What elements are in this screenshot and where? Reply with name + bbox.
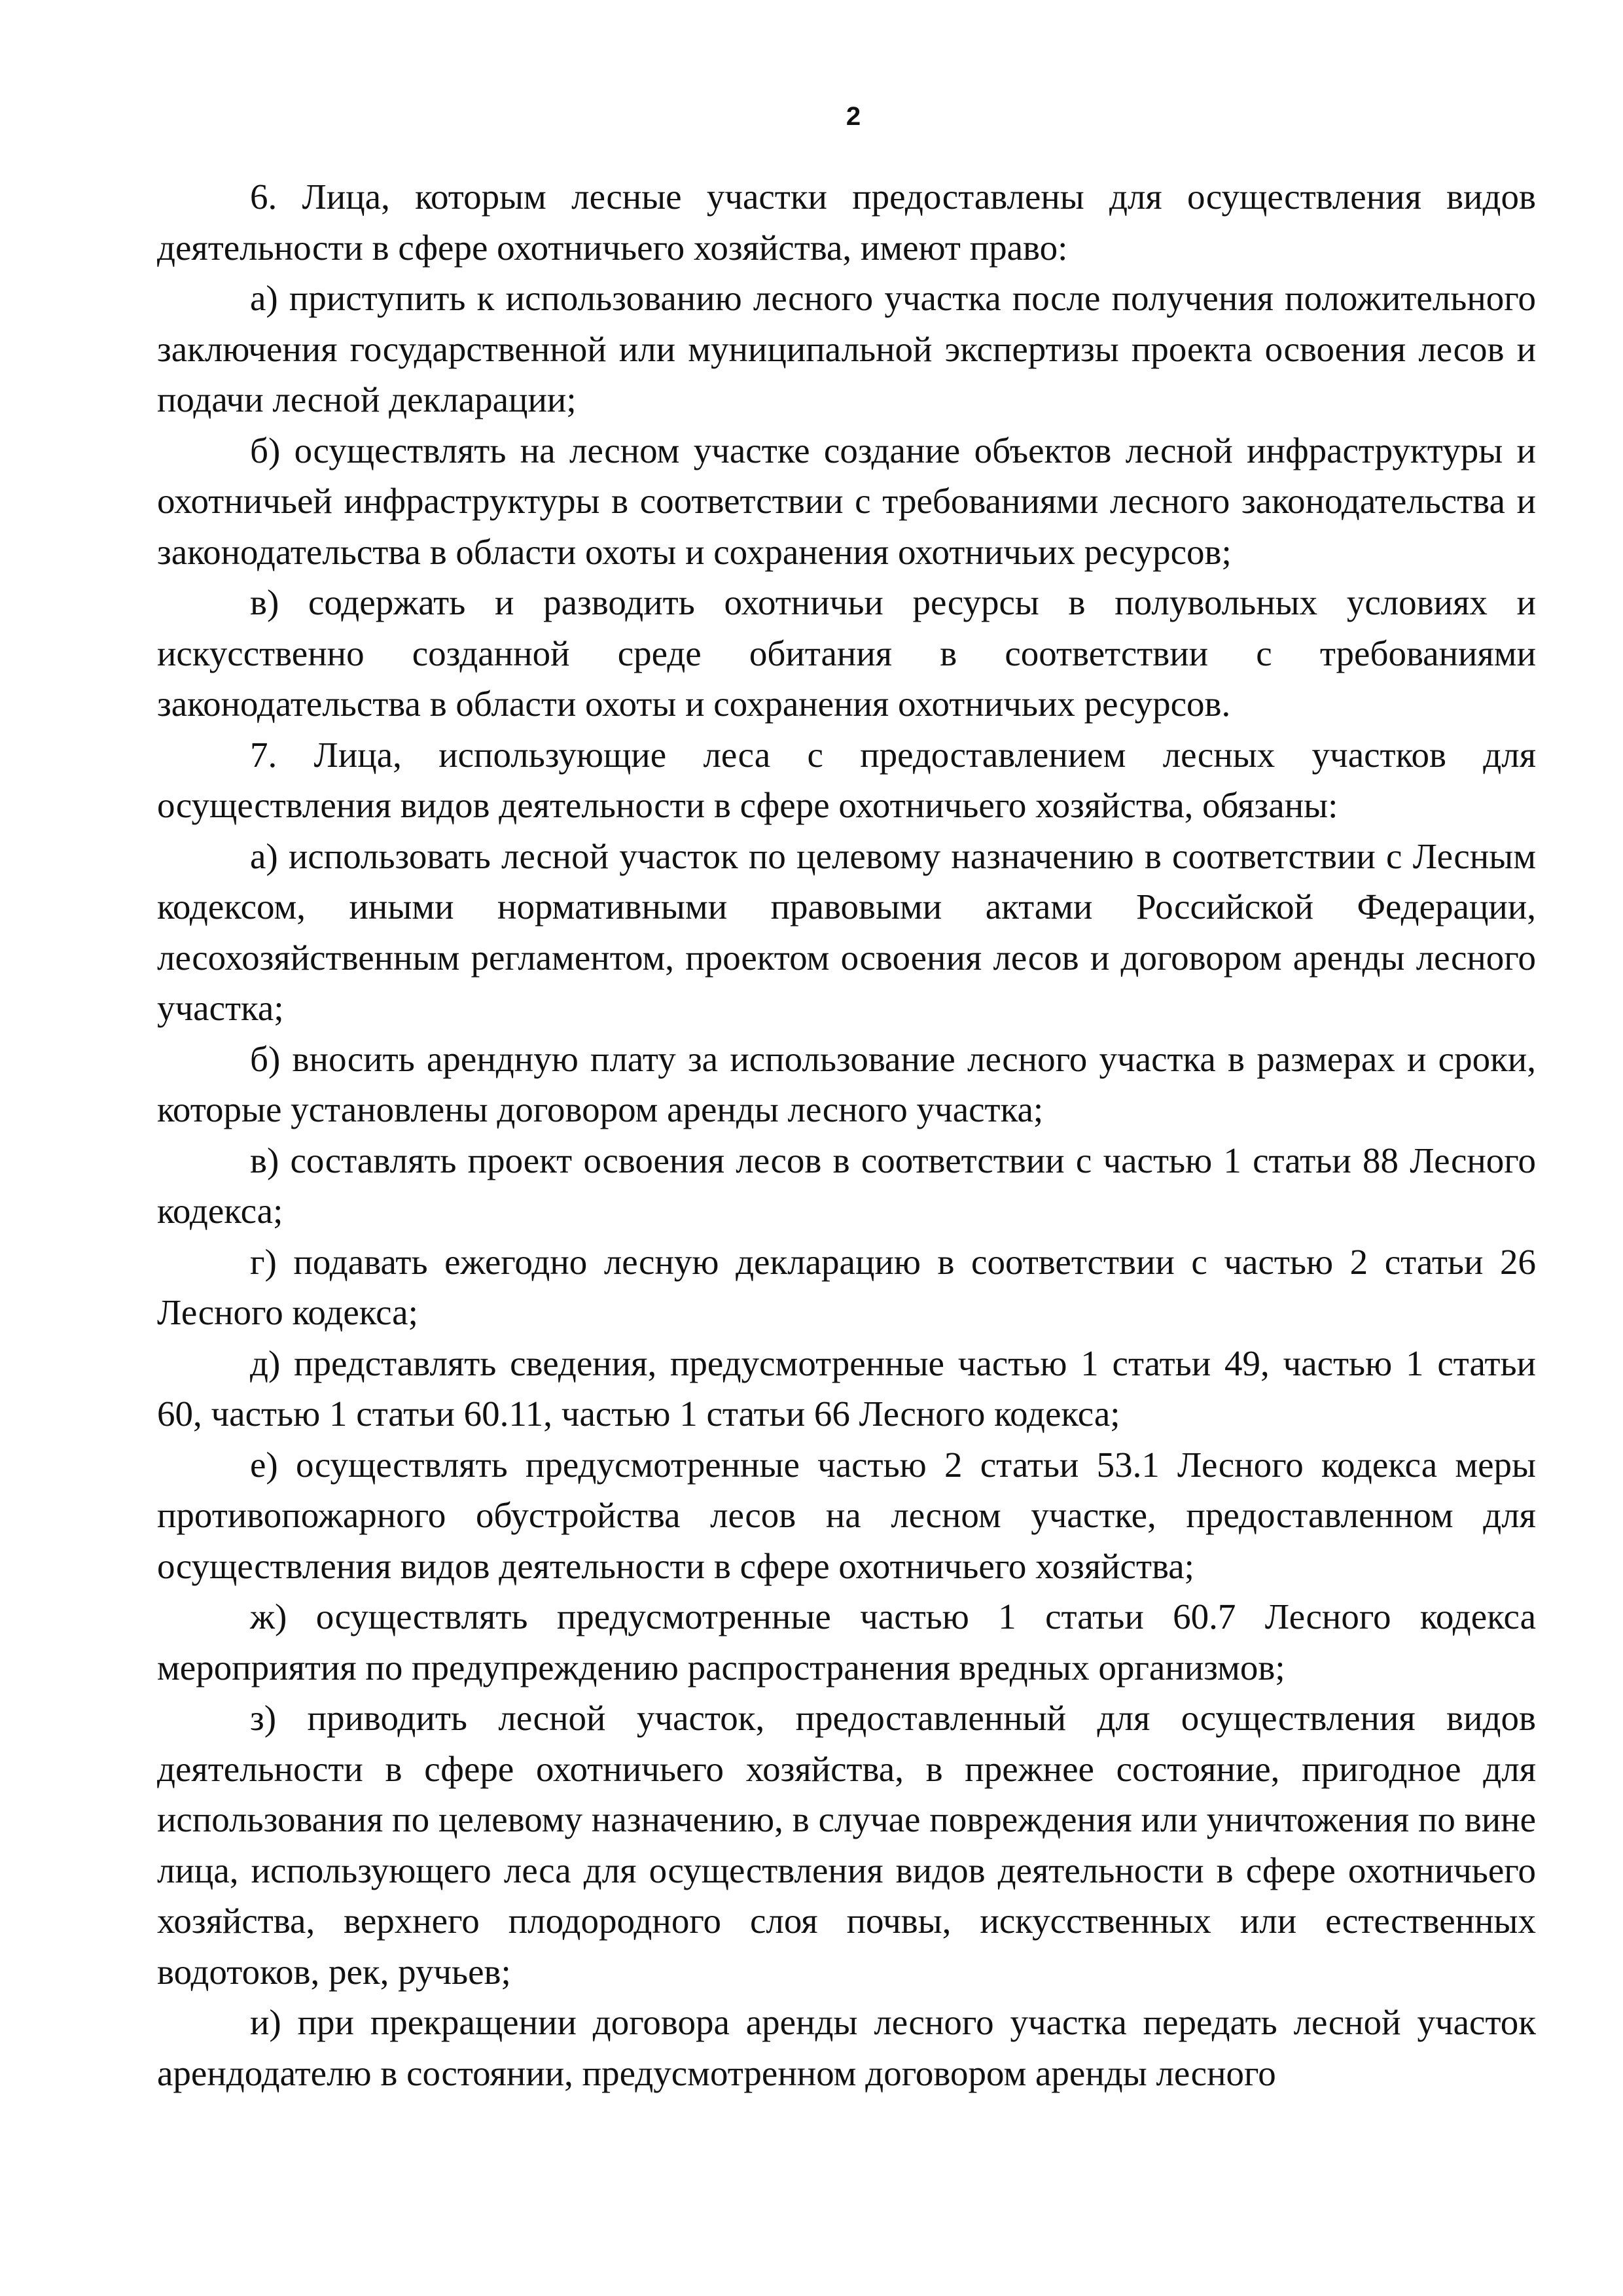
paragraph-7a: а) использовать лесной участок по целевому назначению в соответствии с Лесным кодексом, иными нормативными правовыми актами Российской Федерации, лесохозяйственным регламентом, проектом освоения лесов и договором аренды лесного участка; [157,836,1536,1028]
paragraph-6b: б) осуществлять на лесном участке создание объектов лесной инфраструктуры и охотничьей инфраструктуры в соответствии с требованиями лесного законодательства и законодательства в области охоты и сохранения охотничьих ресурсов; [157,430,1536,572]
paragraph-7v: в) составлять проект освоения лесов в соответствии с частью 1 статьи 88 Лесного кодекса; [157,1140,1536,1231]
paragraph-6v: в) содержать и разводить охотничьи ресурсы в полувольных условиях и искусственно созданной среде обитания в соответствии с требованиями законодательства в области охоты и сохранения охотничьих ресурсов. [157,582,1536,724]
paragraph-7b: б) вносить арендную плату за использование лесного участка в размерах и сроки, которые установлены договором аренды лесного участка; [157,1038,1536,1129]
paragraph-7e: е) осуществлять предусмотренные частью 2 статьи 53.1 Лесного кодекса меры противопожарного обустройства лесов на лесном участке, предоставленном для осуществления видов деятельности в сфере охотничьего хозяйства; [157,1444,1536,1586]
paragraph-6a: а) приступить к использованию лесного участка после получения положительного заключения государственной или муниципальной экспертизы проекта освоения лесов и подачи лесной декларации; [157,278,1536,419]
paragraph-7zh: ж) осуществлять предусмотренные частью 1 статьи 60.7 Лесного кодекса мероприятия по предупреждению распространения вредных организмов; [157,1597,1536,1687]
paragraph-6-intro: 6. Лица, которым лесные участки предоставлены для осуществления видов деятельности в сфере охотничьего хозяйства, имеют право: [157,177,1536,268]
paragraph-7d: д) представлять сведения, предусмотренные частью 1 статьи 49, частью 1 статьи 60, частью 1 статьи 60.11, частью 1 статьи 66 Лесного кодекса; [157,1343,1536,1434]
page-number: 2 [846,102,861,131]
paragraph-7g: г) подавать ежегодно лесную декларацию в соответствии с частью 2 статьи 26 Лесного кодекса; [157,1241,1536,1332]
document-body [157,171,1536,2098]
paragraph-7z: з) приводить лесной участок, предоставленный для осуществления видов деятельности в сфере охотничьего хозяйства, в прежнее состояние, пригодное для использования по целевому назначению, в случае повреждения или уничтожения по вине лица, использующего леса для осуществления видов деятельности в сфере охотничьего хозяйства, верхнего плодородного слоя почвы, искусственных или естественных водотоков, рек, ручьев; [157,1698,1536,1992]
paragraph-7-intro: 7. Лица, использующие леса с предоставлением лесных участков для осуществления видов деятельности в сфере охотничьего хозяйства, обязаны: [157,734,1536,825]
paragraph-7i: и) при прекращении договора аренды лесного участка передать лесной участок арендодателю в состоянии, предусмотренном договором аренды лесного [157,2002,1536,2093]
